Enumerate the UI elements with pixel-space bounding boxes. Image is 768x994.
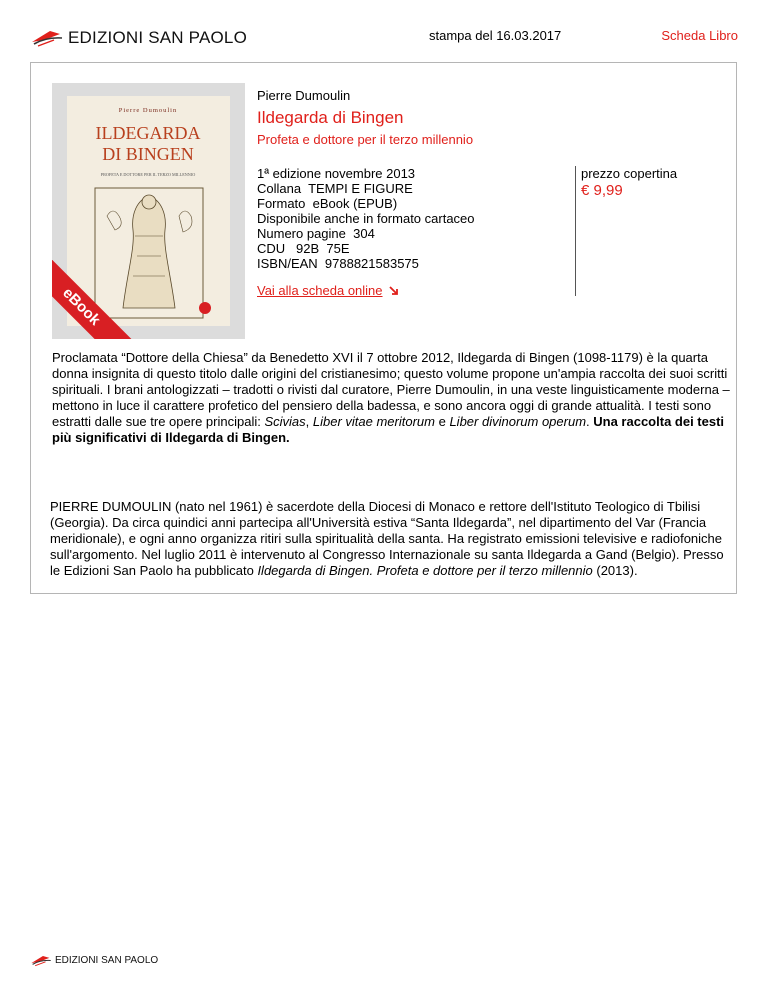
detail-series: Collana TEMPI E FIGURE [257,181,413,196]
detail-cdu: CDU 92B 75E [257,241,350,256]
print-date: stampa del 16.03.2017 [429,28,562,43]
author-bio: PIERRE DUMOULIN (nato nel 1961) è sacerdote della Diocesi di Monaco e rettore dell'Istituto Teologico di Tbilisi (Georgia). Da circa quindici anni partecipa all'Università estiva “Santa Ildegarda”, nel dipartimento del Var (Francia meridionale), e ogni anno organizza ritiri sulla spiritualità della santa. Ha registrato emissioni televisive e radiofoniche sull'argomento. Nel luglio 2011 è intervenuto al Congresso Internazionale su santa Ildegarda a Gand (Belgio). Presso le Edizioni San Paolo ha pubblicato Ildegarda di Bingen. Profeta e dottore per il terzo millennio (2013). [50,499,724,578]
detail-isbn: ISBN/EAN 9788821583575 [257,256,419,271]
cover-subtitle: PROFETA E DOTTORE PER IL TERZO MILLENNIO [100,172,196,177]
book-description: Proclamata “Dottore della Chiesa” da Benedetto XVI il 7 ottobre 2012, Ildegarda di Bingen (1098-1179) è la quarta donna insignita di questo titolo dalle origini del cristianesimo; questo volume propone un'ampia raccolta dei suoi scritti spirituali. I brani antologizzati – tradotti o rivisti dal curatore, Pierre Dumoulin, in una veste linguisticamente moderna – mettono in luce il carattere profetico del pensiero della badessa, e sono ancora oggi di grande attualità. I testi sono estratti dalle sue tre opere principali: Scivias, Liber vitae meritorum e Liber divinorum operum. Una raccolta dei testi più significativi di Ildegarda di Bingen. [52,350,730,445]
online-link-label: Vai alla scheda online [257,283,383,298]
arrow-down-right-icon [389,286,399,296]
book-details [257,166,475,271]
detail-pages: Numero pagine 304 [257,226,375,241]
section-label: Scheda Libro [661,28,738,43]
ebook-badge: eBook [52,245,143,339]
book-subtitle: Profeta e dottore per il terzo millennio [257,132,474,147]
book-author: Pierre Dumoulin [257,88,351,103]
price-divider [575,166,576,296]
online-page-link[interactable] [257,283,399,298]
footer-publisher-name: EDIZIONI SAN PAOLO [55,955,159,966]
publisher-name: EDIZIONI SAN PAOLO [68,28,247,47]
price-label: prezzo copertina [581,166,678,181]
publisher-logo [30,28,247,48]
detail-format: Formato eBook (EPUB) [257,196,398,211]
cover-title-line1: ILDEGARDA [95,123,201,143]
san-paolo-logo-icon [30,28,64,48]
book-cover [52,83,245,339]
cover-art [67,96,230,326]
price-value: € 9,99 [581,182,623,199]
cover-page [67,96,230,326]
book-title: Ildegarda di Bingen [257,108,404,127]
detail-edition: 1ª edizione novembre 2013 [257,166,416,181]
cover-author: Pierre Dumoulin [118,107,178,114]
cover-title-line2: DI BINGEN [102,144,194,164]
detail-availability: Disponibile anche in formato cartaceo [257,211,475,226]
san-paolo-logo-icon [30,954,52,967]
footer-logo [30,954,158,967]
